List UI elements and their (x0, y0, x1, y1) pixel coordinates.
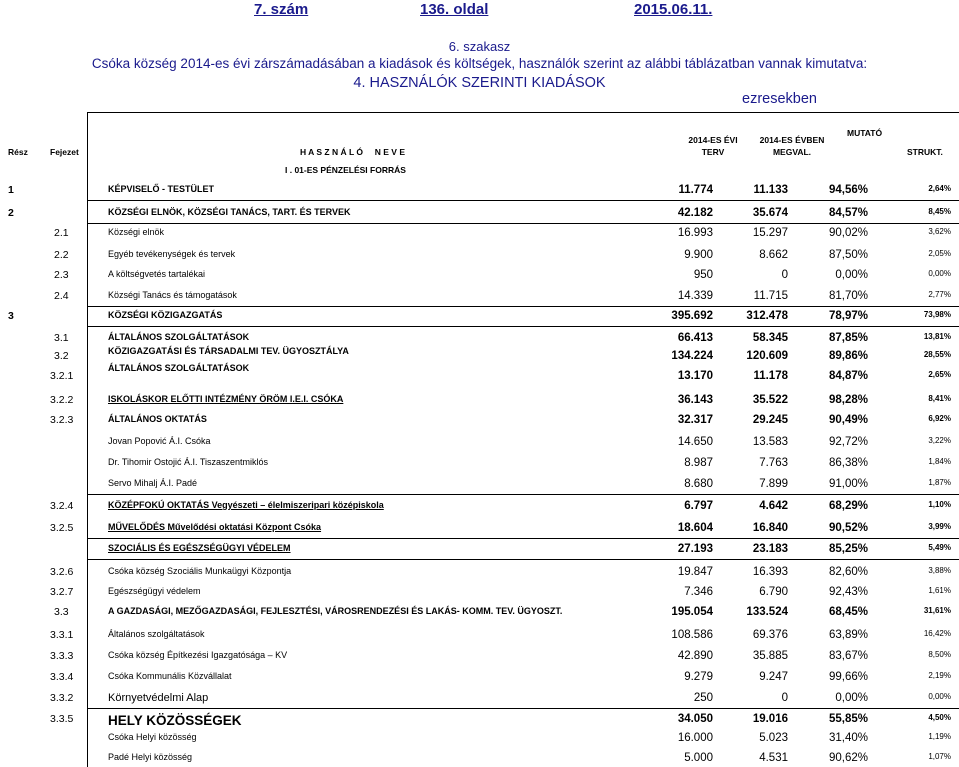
planned-value: 11.774 (678, 184, 713, 196)
ratio-value: 85,25% (828, 543, 868, 555)
structure-value: 3,22% (928, 436, 951, 445)
realized-value: 16.393 (752, 566, 788, 578)
planned-value: 66.413 (677, 332, 713, 344)
planned-value: 9.900 (684, 249, 713, 261)
row-number: 3.2.5 (50, 522, 74, 534)
planned-value: 16.000 (677, 732, 713, 744)
structure-value: 1,84% (928, 457, 951, 466)
ratio-value: 90,49% (828, 414, 868, 426)
structure-value: 16,42% (923, 629, 951, 638)
row-label: Dr. Tihomir Ostojić Á.I. Tiszaszentmiklós (108, 457, 269, 467)
realized-value: 7.763 (759, 457, 788, 469)
realized-value: 35.522 (752, 394, 788, 406)
ratio-value: 0,00% (835, 269, 868, 281)
structure-value: 3,88% (928, 566, 951, 575)
page-number: 136. oldal (420, 1, 489, 18)
planned-value: 950 (693, 269, 713, 281)
realized-value: 29.245 (752, 414, 788, 426)
ratio-value: 82,60% (828, 566, 868, 578)
row-number: 3.2.4 (50, 500, 74, 512)
structure-value: 2,19% (928, 671, 951, 680)
planned-value: 32.317 (677, 414, 713, 426)
planned-value: 34.050 (677, 713, 713, 725)
structure-value: 31,61% (923, 606, 951, 615)
planned-value: 13.170 (677, 370, 713, 382)
ratio-value: 84,57% (828, 207, 868, 219)
row-label: Csóka község Építkezési Igazgatósága – KV (108, 650, 288, 660)
ratio-value: 92,72% (828, 436, 868, 448)
realized-value: 58.345 (752, 332, 788, 344)
row-label: A GAZDASÁGI, MEZŐGAZDASÁGI, FEJLESZTÉSI, VÁROSRENDEZÉSI ÉS LAKÁS- KOMM. TEV. ÜGYOSZT. (108, 606, 563, 616)
structure-value: 2,65% (928, 370, 951, 379)
realized-value: 35.885 (752, 650, 788, 662)
realized-value: 8.662 (759, 249, 788, 261)
row-number: 3 (8, 310, 14, 322)
structure-value: 2,64% (928, 184, 951, 193)
row-label: MŰVELŐDÉS Művelődési oktatási Központ Csóka (108, 522, 322, 532)
row-number: 3.2.2 (50, 394, 74, 406)
row-number: 3.3.4 (50, 671, 74, 683)
row-label: Servo Mihalj Á.I. Padé (108, 478, 198, 488)
row-number: 2.2 (54, 249, 69, 261)
column-divider (87, 112, 88, 767)
row-divider (87, 200, 959, 201)
row-label: KÖZÉPFOKÚ OKTATÁS Vegyészeti – élelmiszeripari középiskola (108, 500, 384, 510)
realized-value: 0 (781, 692, 788, 704)
structure-value: 73,98% (923, 310, 951, 319)
structure-value: 13,81% (923, 332, 951, 341)
structure-value: 1,07% (928, 752, 951, 761)
ratio-value: 68,45% (828, 606, 868, 618)
funding-source: I . 01-ES PÉNZELÉSI FORRÁS (285, 165, 406, 175)
table-title: 4. HASZNÁLÓK SZERINTI KIADÁSOK (353, 75, 606, 91)
row-number: 3.3.2 (50, 692, 74, 704)
realized-value: 23.183 (752, 543, 788, 555)
realized-value: 5.023 (759, 732, 788, 744)
row-label: Környetvédelmi Alap (108, 692, 209, 704)
row-divider (87, 306, 959, 307)
ratio-value: 55,85% (828, 713, 868, 725)
structure-value: 1,19% (928, 732, 951, 741)
ratio-value: 78,97% (828, 310, 868, 322)
col-mutato: MUTATÓ (847, 128, 883, 138)
col-terv: 2014-ES ÉVI TERV (688, 135, 738, 157)
row-number: 3.2.3 (50, 414, 74, 426)
row-number: 2 (8, 207, 14, 219)
realized-value: 16.840 (752, 522, 788, 534)
realized-value: 312.478 (746, 310, 788, 322)
structure-value: 2,05% (928, 249, 951, 258)
structure-value: 1,61% (928, 586, 951, 595)
realized-value: 4.531 (759, 752, 788, 764)
row-label: KÉPVISELŐ - TESTÜLET (108, 184, 215, 194)
realized-value: 35.674 (752, 207, 788, 219)
row-label: Általános szolgáltatások (108, 629, 205, 639)
planned-value: 6.797 (684, 500, 713, 512)
row-label: KÖZIGAZGATÁSI ÉS TÁRSADALMI TEV. ÜGYOSZTÁLYA (108, 346, 349, 356)
col-fejezet: Fejezet (50, 147, 79, 157)
planned-value: 108.586 (671, 629, 713, 641)
row-number: 3.3.1 (50, 629, 74, 641)
ratio-value: 31,40% (828, 732, 868, 744)
row-label: Csóka község Szociális Munkaügyi Központja (108, 566, 292, 576)
planned-value: 14.339 (677, 290, 713, 302)
structure-value: 1,10% (928, 500, 951, 509)
col-strukt: STRUKT. (907, 147, 943, 157)
realized-value: 120.609 (746, 350, 788, 362)
col-resz: Rész (8, 147, 28, 157)
ratio-value: 90,62% (828, 752, 868, 764)
planned-value: 42.182 (677, 207, 713, 219)
row-label: SZOCIÁLIS ÉS EGÉSZSÉGÜGYI VÉDELEM (108, 543, 291, 553)
row-label: Jovan Popović Á.I. Csóka (108, 436, 211, 446)
structure-value: 8,45% (928, 207, 951, 216)
ratio-value: 0,00% (835, 692, 868, 704)
ratio-value: 94,56% (828, 184, 868, 196)
planned-value: 27.193 (677, 543, 713, 555)
row-number: 3.2.1 (50, 370, 74, 382)
col-hasznalo: H A S Z N Á L Ó N E V E (300, 147, 406, 157)
row-number: 3.2.6 (50, 566, 74, 578)
row-label: Padé Helyi közösség (108, 752, 193, 762)
row-number: 3.3 (54, 606, 69, 618)
row-divider (87, 559, 959, 560)
planned-value: 9.279 (684, 671, 713, 683)
ratio-value: 91,00% (828, 478, 868, 490)
planned-value: 16.993 (677, 227, 713, 239)
row-label: KÖZSÉGI KÖZIGAZGATÁS (108, 310, 223, 320)
row-label: ÁLTALÁNOS SZOLGÁLTATÁSOK (108, 332, 250, 342)
realized-value: 11.178 (753, 370, 788, 382)
header-divider (87, 112, 959, 113)
row-number: 3.3.5 (50, 713, 74, 725)
planned-value: 19.847 (677, 566, 713, 578)
realized-value: 11.715 (753, 290, 788, 302)
row-number: 3.1 (54, 332, 69, 344)
planned-value: 5.000 (684, 752, 713, 764)
structure-value: 0,00% (928, 269, 951, 278)
ratio-value: 84,87% (828, 370, 868, 382)
structure-value: 1,87% (928, 478, 951, 487)
row-label: ÁLTALÁNOS SZOLGÁLTATÁSOK (108, 363, 250, 373)
row-label: HELY KÖZÖSSÉGEK (108, 713, 242, 728)
ratio-value: 89,86% (828, 350, 868, 362)
structure-value: 6,92% (928, 414, 951, 423)
structure-value: 8,41% (928, 394, 951, 403)
structure-value: 28,55% (923, 350, 951, 359)
planned-value: 36.143 (677, 394, 713, 406)
row-number: 3.2.7 (50, 586, 74, 598)
structure-value: 3,62% (928, 227, 951, 236)
realized-value: 4.642 (759, 500, 788, 512)
row-label: ÁLTALÁNOS OKTATÁS (108, 414, 207, 424)
row-label: Egészségügyi védelem (108, 586, 201, 596)
realized-value: 133.524 (746, 606, 788, 618)
row-label: Községi Tanács és támogatások (108, 290, 237, 300)
row-divider (87, 223, 959, 224)
ratio-value: 87,50% (828, 249, 868, 261)
realized-value: 15.297 (752, 227, 788, 239)
planned-value: 395.692 (671, 310, 713, 322)
structure-value: 3,99% (928, 522, 951, 531)
ratio-value: 81,70% (828, 290, 868, 302)
ratio-value: 98,28% (828, 394, 868, 406)
ratio-value: 68,29% (828, 500, 868, 512)
col-megval: 2014-ES ÉVBEN MEGVAL. (759, 135, 825, 157)
row-label: Csóka Helyi közösség (108, 732, 197, 742)
ratio-value: 63,89% (828, 629, 868, 641)
row-label: KÖZSÉGI ELNÖK, KÖZSÉGI TANÁCS, TART. ÉS TERVEK (108, 207, 351, 217)
structure-value: 2,77% (928, 290, 951, 299)
planned-value: 134.224 (671, 350, 713, 362)
realized-value: 11.133 (753, 184, 788, 196)
unit-label: ezresekben (742, 91, 817, 107)
section-title: 6. szakasz (448, 39, 511, 54)
row-number: 3.3.3 (50, 650, 74, 662)
realized-value: 7.899 (759, 478, 788, 490)
row-label: ISKOLÁSKOR ELŐTTI INTÉZMÉNY ÖRÖM I.E.I. CSÓKA (108, 394, 344, 404)
planned-value: 8.987 (684, 457, 713, 469)
row-number: 2.3 (54, 269, 69, 281)
row-divider (87, 708, 959, 709)
structure-value: 8,50% (928, 650, 951, 659)
issue-date: 2015.06.11. (634, 1, 713, 18)
realized-value: 6.790 (759, 586, 788, 598)
ratio-value: 99,66% (828, 671, 868, 683)
row-label: Egyéb tevékenységek és tervek (108, 249, 236, 259)
ratio-value: 90,52% (828, 522, 868, 534)
row-label: Csóka Kommunális Közvállalat (108, 671, 232, 681)
ratio-value: 83,67% (828, 650, 868, 662)
planned-value: 14.650 (677, 436, 713, 448)
realized-value: 9.247 (759, 671, 788, 683)
realized-value: 13.583 (752, 436, 788, 448)
planned-value: 42.890 (677, 650, 713, 662)
row-divider (87, 538, 959, 539)
issue-number: 7. szám (254, 1, 309, 18)
ratio-value: 87,85% (828, 332, 868, 344)
structure-value: 0,00% (928, 692, 951, 701)
ratio-value: 86,38% (828, 457, 868, 469)
planned-value: 7.346 (684, 586, 713, 598)
row-divider (87, 494, 959, 495)
row-number: 1 (8, 184, 14, 196)
ratio-value: 92,43% (828, 586, 868, 598)
planned-value: 250 (693, 692, 713, 704)
intro-text: Csóka község 2014-es évi zárszámadásában a kiadások és költségek, használók szerint az alábbi táblázatban vannak kimutatva: (91, 56, 868, 71)
row-number: 2.1 (54, 227, 69, 239)
realized-value: 0 (781, 269, 788, 281)
planned-value: 195.054 (671, 606, 713, 618)
row-number: 2.4 (54, 290, 69, 302)
planned-value: 8.680 (684, 478, 713, 490)
structure-value: 5,49% (928, 543, 951, 552)
realized-value: 69.376 (752, 629, 788, 641)
ratio-value: 90,02% (828, 227, 868, 239)
row-number: 3.2 (54, 350, 69, 362)
row-label: A költségvetés tartalékai (108, 269, 206, 279)
realized-value: 19.016 (752, 713, 788, 725)
structure-value: 4,50% (928, 713, 951, 722)
row-label: Községi elnök (108, 227, 165, 237)
row-divider (87, 326, 959, 327)
planned-value: 18.604 (677, 522, 713, 534)
